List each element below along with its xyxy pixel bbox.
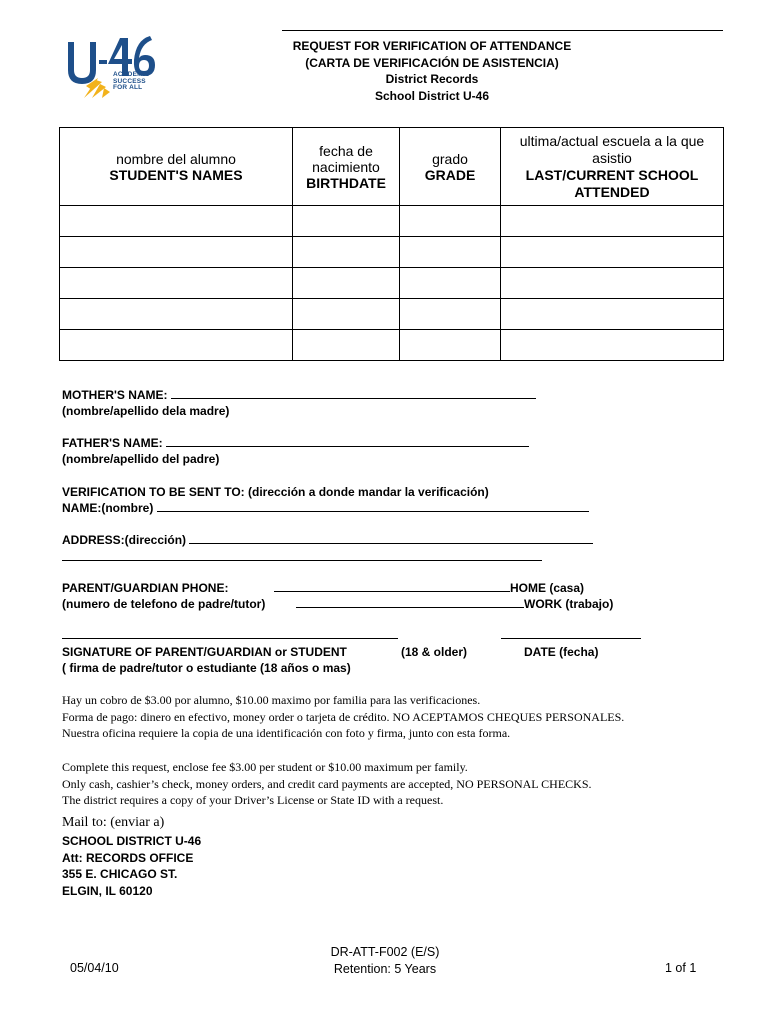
table-row: [60, 299, 724, 330]
school-cell[interactable]: [501, 299, 724, 330]
signature-line[interactable]: [62, 638, 398, 639]
grade-cell[interactable]: [400, 206, 501, 237]
grade-cell[interactable]: [400, 268, 501, 299]
address-line-2[interactable]: [62, 560, 542, 561]
student-name-cell[interactable]: [60, 206, 293, 237]
student-table: [59, 127, 724, 361]
signature-es-label: ( firma de padre/tutor o estudiante (18 años o mas): [62, 661, 351, 675]
birthdate-cell[interactable]: [293, 268, 400, 299]
col-birthdate: fecha de nacimiento BIRTHDATE: [293, 128, 400, 206]
document-title: REQUEST FOR VERIFICATION OF ATTENDANCE (CARTA DE VERIFICACIÓN DE ASISTENCIA) District Records School District U-46: [292, 39, 572, 103]
verification-heading: VERIFICATION TO BE SENT TO: (dirección a donde mandar la verificación): [62, 485, 489, 499]
student-name-cell[interactable]: [60, 268, 293, 299]
birthdate-cell[interactable]: [293, 299, 400, 330]
student-name-cell[interactable]: [60, 299, 293, 330]
older-label: (18 & older): [401, 645, 468, 659]
notes-spanish: Hay un cobro de $3.00 por alumno, $10.00 maximo por familia para las verificaciones. Forma de pago: dinero en efectivo, money order o tarjeta de crédito. NO ACEPTAMOS CHEQUES PERSONALES. Nuestra oficina requiere la copia de una identificación con foto y firma, junto con esta forma.: [62, 693, 625, 740]
signature-label: SIGNATURE OF PARENT/GUARDIAN or STUDENT: [62, 645, 347, 659]
table-row: [60, 330, 724, 361]
phone-es-label: (numero de telefono de padre/tutor): [62, 597, 266, 611]
table-row: [60, 268, 724, 299]
grade-cell[interactable]: [400, 299, 501, 330]
mail-address: SCHOOL DISTRICT U-46 Att: RECORDS OFFICE 355 E. CHICAGO ST. ELGIN, IL 60120: [62, 834, 202, 898]
mail-to-heading: Mail to: (enviar a): [62, 815, 165, 830]
grade-cell[interactable]: [400, 237, 501, 268]
table-row: [60, 206, 724, 237]
header-rule: [282, 30, 723, 31]
logo-tagline: ACADEMIC SUCCESS FOR ALL: [113, 71, 150, 91]
notes-english: Complete this request, enclose fee $3.00 per student or $10.00 maximum per family. Only cash, cashier’s check, money orders, and credit card payments are accepted, NO PERSONAL CHECKS. The district requires a copy of your Driver’s License or State ID with a request.: [62, 760, 592, 807]
address-field[interactable]: ADDRESS:(dirección): [62, 532, 593, 548]
footer-form-id: DR-ATT-F002 (E/S) Retention: 5 Years: [330, 945, 440, 976]
school-cell[interactable]: [501, 268, 724, 299]
school-cell[interactable]: [501, 330, 724, 361]
school-cell[interactable]: [501, 237, 724, 268]
col-grade: grado GRADE: [400, 128, 501, 206]
mother-name-field[interactable]: MOTHER'S NAME:: [62, 387, 536, 403]
father-name-es-label: (nombre/apellido del padre): [62, 452, 220, 466]
footer-page-number: 1 of 1: [665, 961, 697, 975]
recipient-name-field[interactable]: NAME:(nombre): [62, 500, 589, 516]
col-last-school: ultima/actual escuela a la que asistio LAST/CURRENT SCHOOL ATTENDED: [501, 128, 724, 206]
date-line[interactable]: [501, 638, 641, 639]
date-label: DATE (fecha): [524, 645, 599, 659]
work-phone-field[interactable]: WORK (trabajo): [296, 596, 613, 612]
birthdate-cell[interactable]: [293, 206, 400, 237]
father-name-field[interactable]: FATHER'S NAME:: [62, 435, 529, 451]
birthdate-cell[interactable]: [293, 237, 400, 268]
phone-label: PARENT/GUARDIAN PHONE:: [62, 581, 229, 595]
grade-cell[interactable]: [400, 330, 501, 361]
school-cell[interactable]: [501, 206, 724, 237]
student-name-cell[interactable]: [60, 330, 293, 361]
birthdate-cell[interactable]: [293, 330, 400, 361]
table-row: [60, 237, 724, 268]
home-phone-field[interactable]: HOME (casa): [274, 580, 584, 596]
mother-name-es-label: (nombre/apellido dela madre): [62, 404, 230, 418]
footer-date: 05/04/10: [70, 961, 119, 975]
student-name-cell[interactable]: [60, 237, 293, 268]
col-student-names: nombre del alumno STUDENT'S NAMES: [60, 128, 293, 206]
